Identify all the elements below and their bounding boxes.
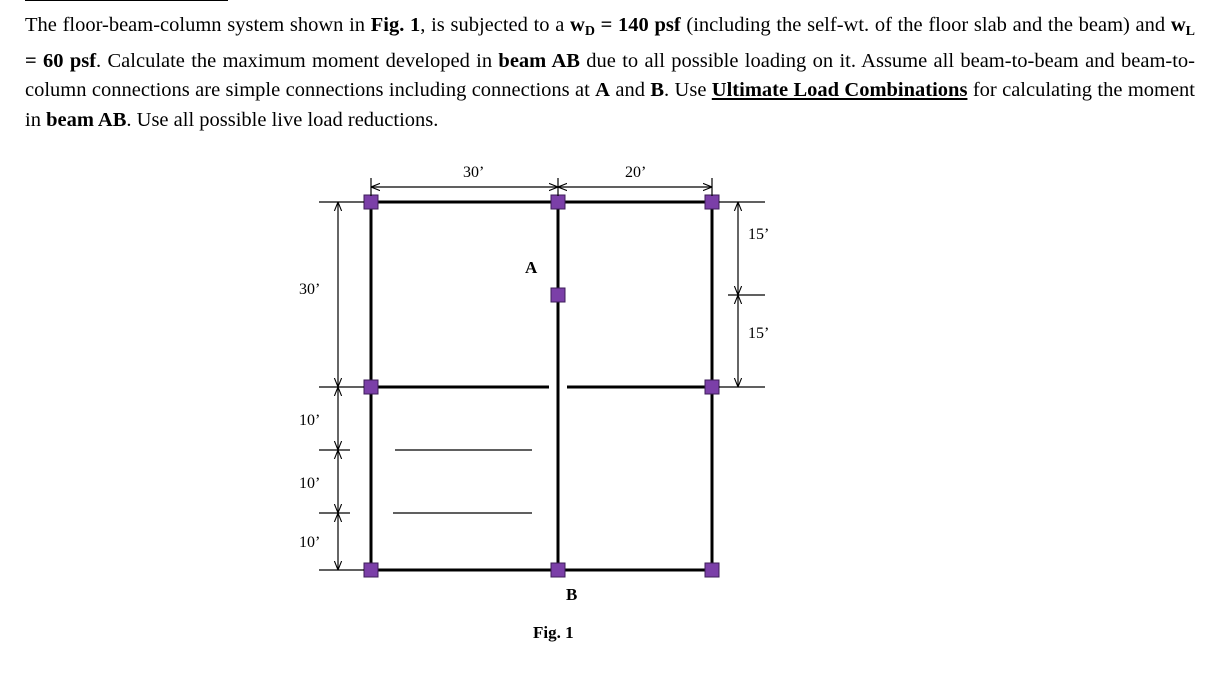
column [364, 195, 378, 209]
live-load: $w_L = 60$ psf [25, 14, 1196, 72]
dim-left-main: 30’ [299, 281, 321, 298]
column [705, 380, 719, 394]
dead-load: $w_D = 140$ psf [570, 14, 681, 39]
column [551, 563, 565, 577]
problem-statement: The floor-beam-column system shown in Fig. 1, is subjected to a $w_D = 140$ psf (including the self-wt. of the floor slab and the beam) and $w_L = 60$ psf. Calculate the maximum moment developed in beam AB due to all possible loading on it. Assume all beam-to-beam and beam-to-column connections are simple connections including connections at A and B. Use Ultimate Load Combinations for calculating the moment in beam AB. Use all possible live load reductions. [25, 14, 1196, 131]
column [364, 563, 378, 577]
fig-ref: Fig. 1 [370, 14, 421, 36]
dim-right-1: 15’ [748, 226, 770, 243]
column [705, 563, 719, 577]
ultimate-load-combinations: Ultimate Load Combinations [711, 79, 968, 101]
dim-top-right: 20’ [625, 164, 647, 181]
dim-right-2: 15’ [748, 325, 770, 342]
dim-left-1: 10’ [299, 412, 321, 429]
column [551, 288, 565, 302]
dim-left-2: 10’ [299, 475, 321, 492]
point-b-label: B [566, 585, 578, 604]
beam-ab-ref: beam AB [498, 49, 580, 72]
column [364, 380, 378, 394]
dim-left-3: 10’ [299, 534, 321, 551]
figure-caption: Fig. 1 [533, 623, 574, 642]
column [551, 195, 565, 209]
point-a-label: A [525, 258, 538, 277]
column [705, 195, 719, 209]
dim-top-left: 30’ [463, 164, 485, 181]
